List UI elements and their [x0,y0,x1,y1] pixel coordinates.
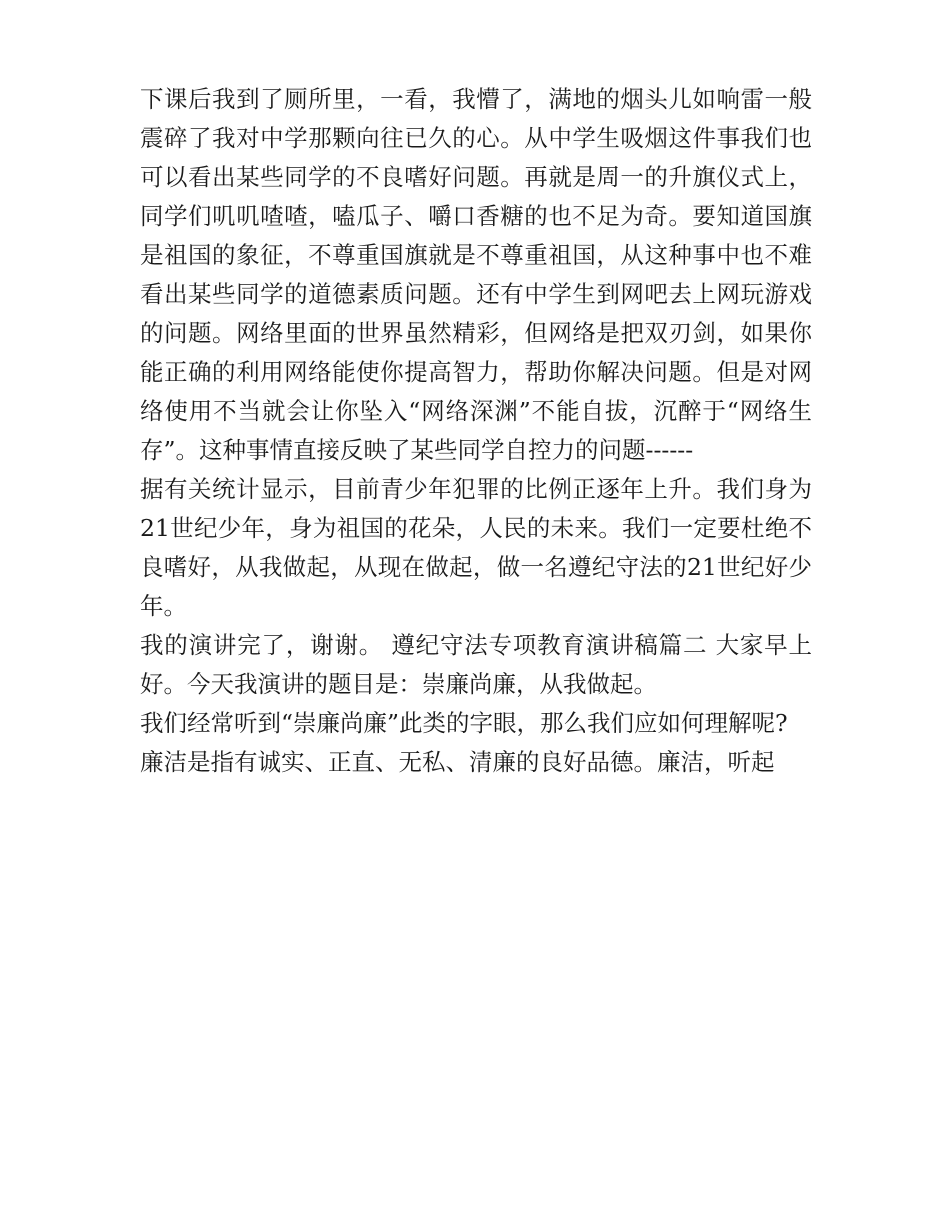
body-text [140,80,812,782]
paragraph-1: 下课后我到了厕所里，一看，我懵了，满地的烟头儿如响雷一般震碎了我对中学那颗向往已久的心。从中学生吸烟这件事我们也可以看出某些同学的不良嗜好问题。再就是周一的升旗仪式上，同学们叽叽喳喳，嗑瓜子、嚼口香糖的也不足为奇。要知道国旗是祖国的象征，不尊重国旗就是不尊重祖国，从这种事中也不难看出某些同学的道德素质问题。还有中学生到网吧去上网玩游戏的问题。网络里面的世界虽然精彩，但网络是把双刃剑，如果你能正确的利用网络能使你提高智力，帮助你解决问题。但是对网络使用不当就会让你坠入“网络深渊”不能自拔，沉醉于“网络生存”。这种事情直接反映了某些同学自控力的问题------ [140,85,812,464]
paragraph-3: 我的演讲完了，谢谢。 遵纪守法专项教育演讲稿篇二 大家早上好。今天我演讲的题目是：崇廉尚廉，从我做起。 [140,631,812,698]
paragraph-4: 我们经常听到“崇廉尚廉”此类的字眼，那么我们应如何理解呢? [140,709,788,737]
paragraph-5: 廉洁是指有诚实、正直、无私、清廉的良好品德。廉洁，听起 [140,748,775,776]
paragraph-2: 据有关统计显示，目前青少年犯罪的比例正逐年上升。我们身为21世纪少年，身为祖国的花朵，人民的未来。我们一定要杜绝不良嗜好，从我做起，从现在做起，做一名遵纪守法的21世纪好少年。 [140,475,812,620]
